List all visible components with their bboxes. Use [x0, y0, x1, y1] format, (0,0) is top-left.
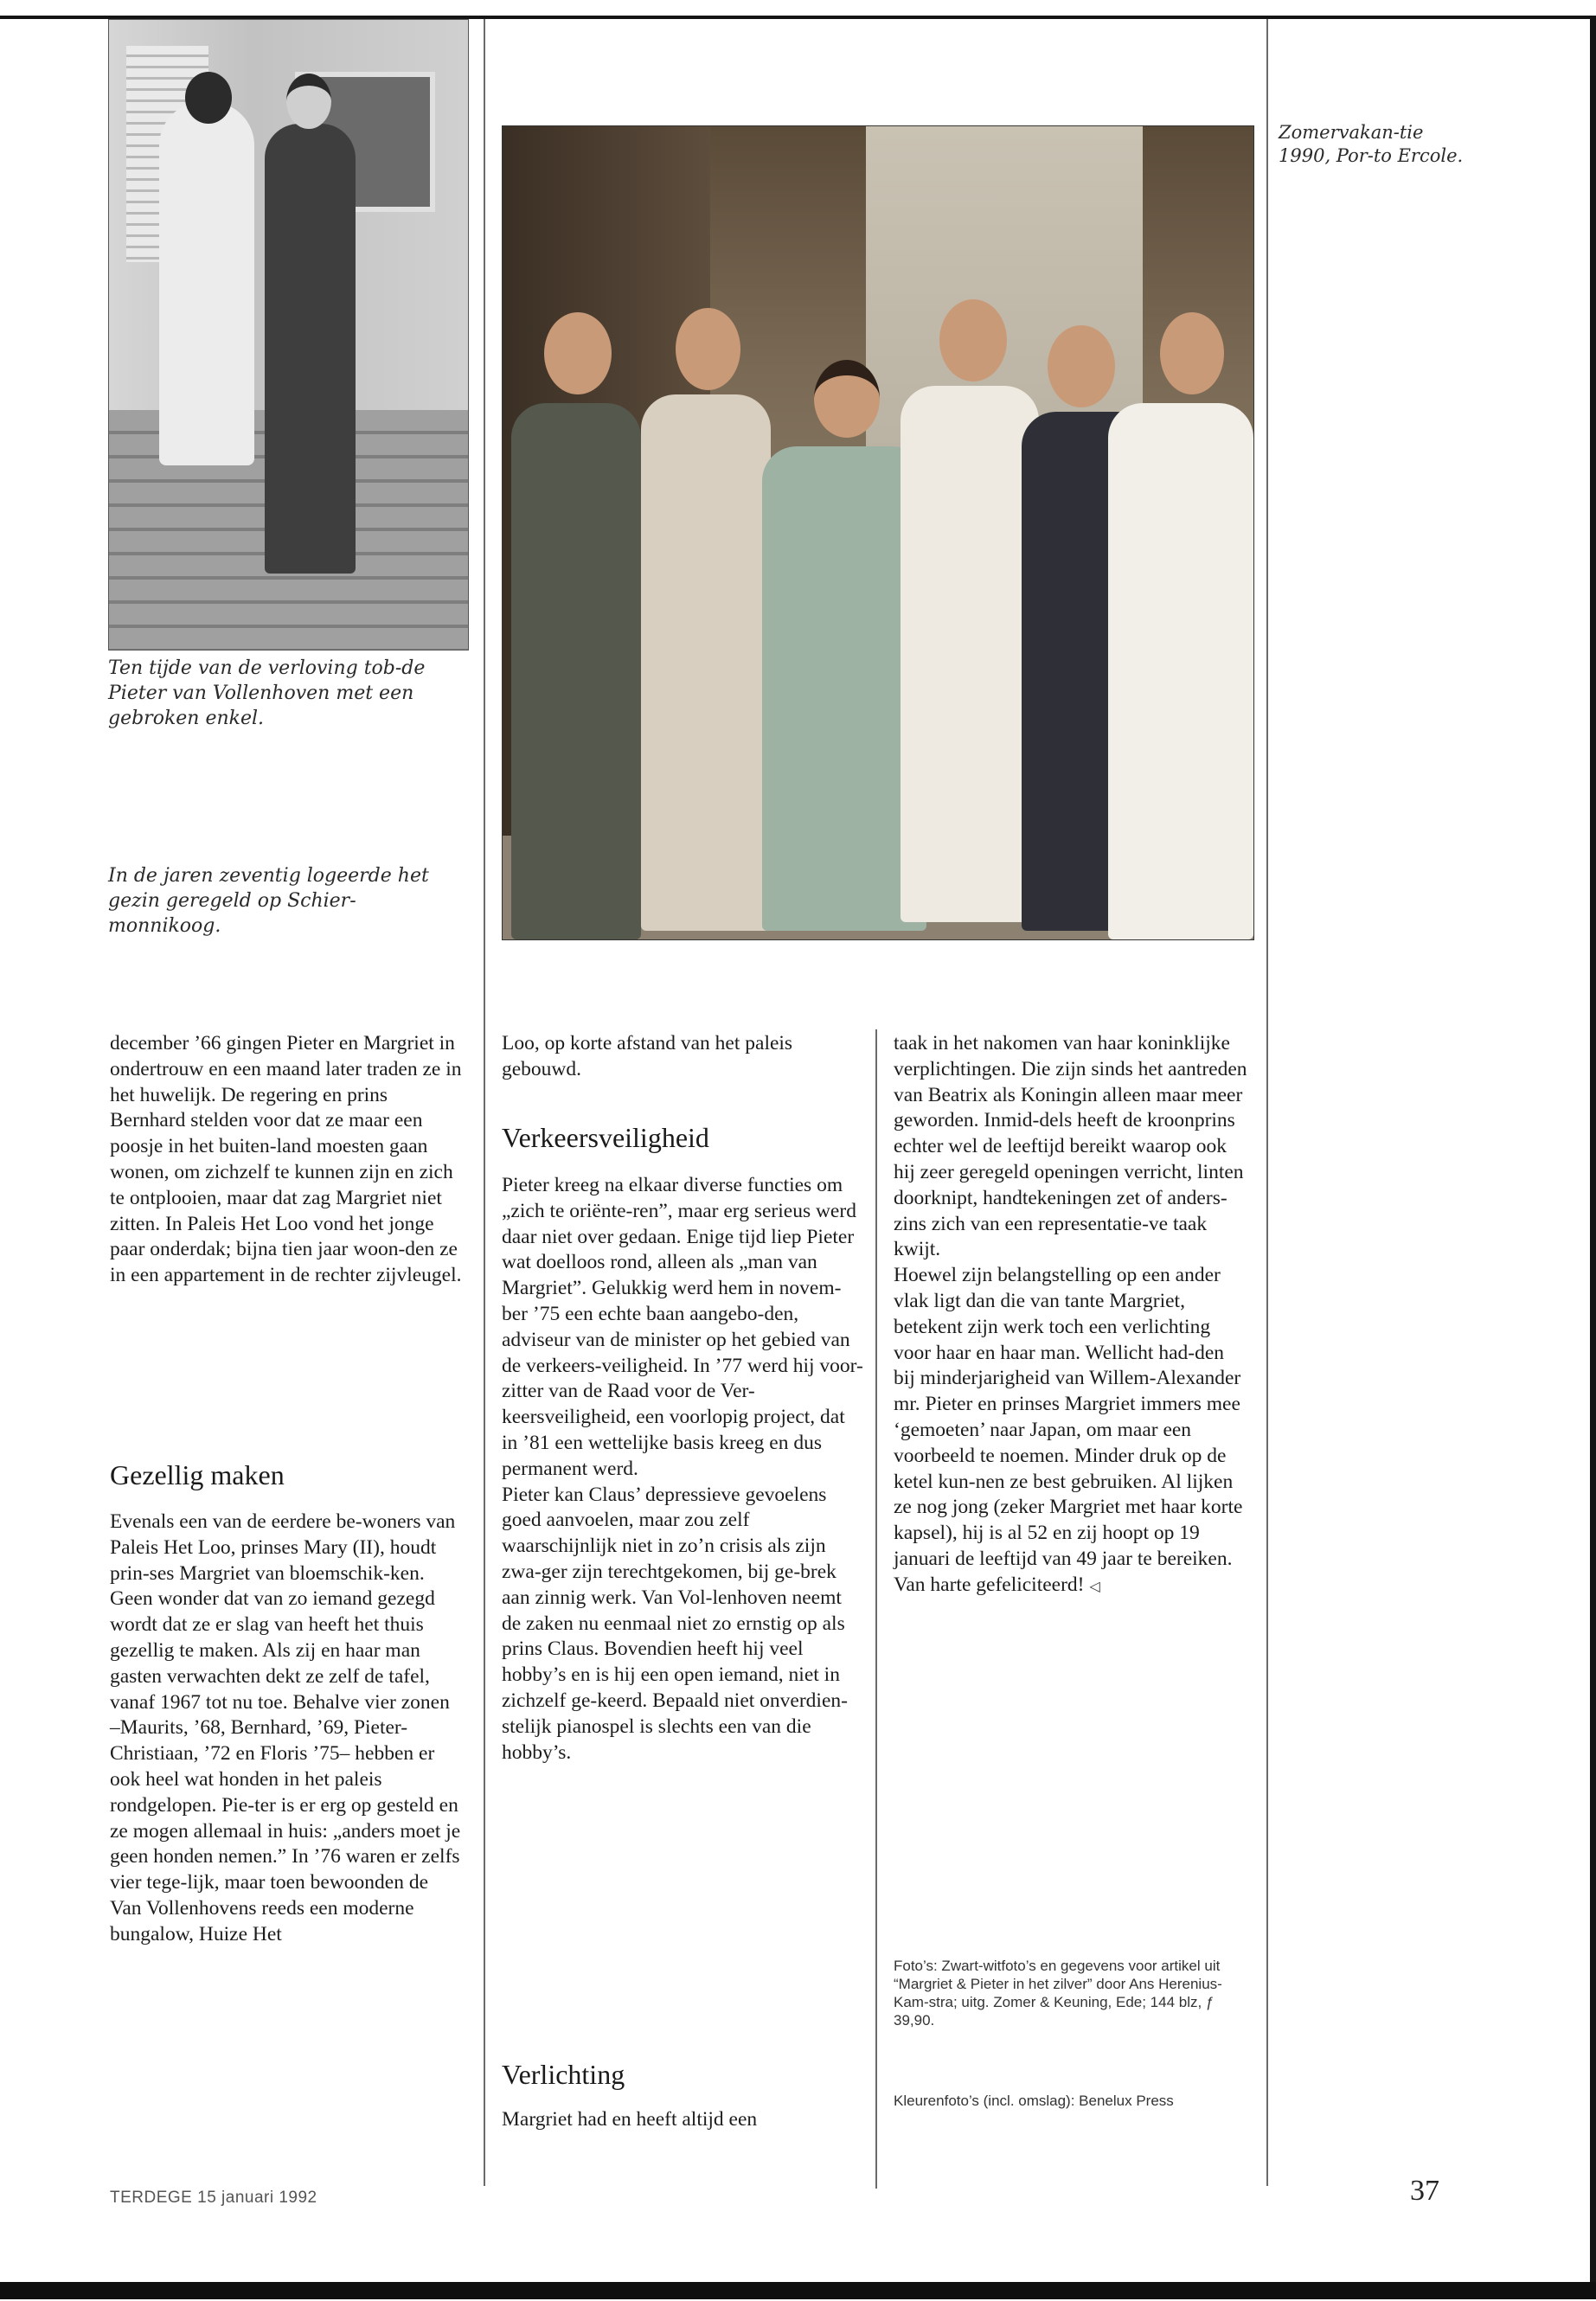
paragraph: Pieter kreeg na elkaar diverse functies om „zich te oriënte-ren”, maar erg serieus werd daar niet over gedaan. Enige tijd liep Pieter wat doelloos rond, alleen als „man van Margriet”. Gelukkig werd hem in novem-ber ’75 een echte baan aangebo-den, adviseur van de minister op het gebied van de verkeers-veiligheid. In ’77 werd hij voor-zitter van de Raad voor de Ver-keersveiligheid, een voorlopig project, dat in ’81 een wettelijke basis kreeg en dus permanent werd. [502, 1174, 863, 1480]
paragraph: Evenals een van de eerdere be-woners van Paleis Het Loo, prinses Mary (II), houdt prin-ses Margriet van bloemschik-ken. Geen wonder dat van zo iemand gezegd wordt dat ze er slag van heeft het thuis gezellig te maken. Als zij en haar man gasten verwachten dekt ze zelf de tafel, vanaf 1967 tot nu toe. Behalve vier zonen –Maurits, ’68, Bernhard, ’69, Pieter-Christiaan, ’72 en Floris ’75– hebben er ook heel wat honden in het paleis rondgelopen. Pie-ter is er erg op gesteld en ze mogen allemaal in huis: „anders moet je geen honden nemen.” In ’76 waren er zelfs vier tege-lijk, maar toen bewoonden de Van Vollenhovens reeds een moderne bungalow, Huize Het [110, 1510, 461, 1945]
bottom-border [0, 2282, 1596, 2299]
paragraph: taak in het nakomen van haar koninklijke verplichtingen. Die zijn sinds het aantreden van Beatrix als Koningin alleen maar meer geworden. Inmid-dels heeft de kroonprins echter wel de leeftijd bereikt waarop ook hij zeer geregeld openingen verricht, linten doorknipt, handtekeningen zet of anders-zins zich van een representatie-ve taak kwijt. [894, 1032, 1247, 1261]
paragraph: Loo, op korte afstand van het paleis gebouwd. [502, 1032, 793, 1080]
colour-photo-credits: Kleurenfoto’s (incl. omslag): Benelux Press [894, 2093, 1174, 2109]
article-column-2-end [502, 2107, 863, 2133]
article-column-1 [110, 1031, 465, 1289]
section-heading-gezellig: Gezellig maken [110, 1459, 285, 1490]
paragraph: Pieter kan Claus’ depressieve gevoelens goed aanvoelen, maar zou zelf waarschijnlijk niet in zo’n crisis als zijn zwa-ger zijn terechtgekomen, bij ge-brek aan zinnig werk. Van Vol-lenhoven neemt de zaken nu eenmaal niet zo ernstig op als prins Claus. Bovendien heeft hij veel hobby’s en is hij een open iemand, niet in zichzelf ge-keerd. Bepaald niet onverdien-stelijk pianospel is slechts een van die hobby’s. [502, 1483, 848, 1764]
photo-credits: Foto’s: Zwart-witfoto’s en gegevens voor artikel uit “Margriet & Pieter in het zilver” door Ans Herenius-Kam-stra; uitg. Zomer & Keuning, Ede; 144 blz, ƒ 39,90. [894, 1958, 1222, 2029]
section-heading-verkeersveiligheid: Verkeersveiligheid [502, 1122, 709, 1153]
end-mark-icon: ◁ [1089, 1579, 1100, 1594]
article-column-2 [502, 1031, 863, 1083]
right-border [1590, 16, 1596, 2284]
closing-text: Hoewel zijn belangstelling op een ander vlak ligt dan die van tante Margriet, betekent zijn werk toch een verlichting voor haar en haar man. Wellicht had-den bij minderjarigheid van Willem-Alexander mr. Pieter en prinses Margriet immers mee ‘gemoeten’ naar Japan, om maar een voorbeeld te noemen. Minder druk op de ketel kun-nen ze best gebruiken. Al lijken ze nog jong (zeker Margriet met haar korte kapsel), hij is al 52 en zij hoopt op 19 januari de leeftijd van 49 jaar te bereiken. Van harte gefeliciteerd! [894, 1264, 1243, 1596]
column-rule-middle [875, 1029, 877, 2189]
summer-holiday-caption: Zomervakan-tie 1990, Por-to Ercole. [1279, 122, 1464, 166]
paragraph: Margriet had en heeft altijd een [502, 2108, 758, 2131]
engagement-photo [108, 19, 469, 651]
publication-footer: TERDEGE 15 januari 1992 [110, 2189, 317, 2207]
family-photo [502, 125, 1254, 940]
article-column-3 [894, 1031, 1248, 1600]
article-column-2-continued [502, 1173, 863, 1766]
column-rule-left [484, 19, 485, 2186]
article-column-1-continued [110, 1509, 465, 1948]
schiermonnikoog-caption: In de jaren zeventig logeerde het gezin geregeld op Schier-monnikoog. [108, 865, 429, 937]
engagement-caption: Ten tijde van de verloving tob-de Pieter van Vollenhoven met een gebroken enkel. [108, 657, 426, 729]
page-number: 37 [1410, 2175, 1439, 2207]
section-heading-verlichting: Verlichting [502, 2059, 625, 2090]
paragraph [894, 1263, 1248, 1599]
column-rule-right [1266, 19, 1268, 2186]
paragraph: december ’66 gingen Pieter en Margriet in ondertrouw en een maand later traden ze in het huwelijk. De regering en prins Bernhard stelden voor dat ze maar een poosje in het buiten-land moesten gaan wonen, om zichzelf te kunnen zijn en zich te ontplooien, maar dat zag Margriet niet zitten. In Paleis Het Loo vond het jonge paar onderdak; bijna tien jaar woon-den ze in een appartement in de rechter zijvleugel. [110, 1032, 462, 1287]
